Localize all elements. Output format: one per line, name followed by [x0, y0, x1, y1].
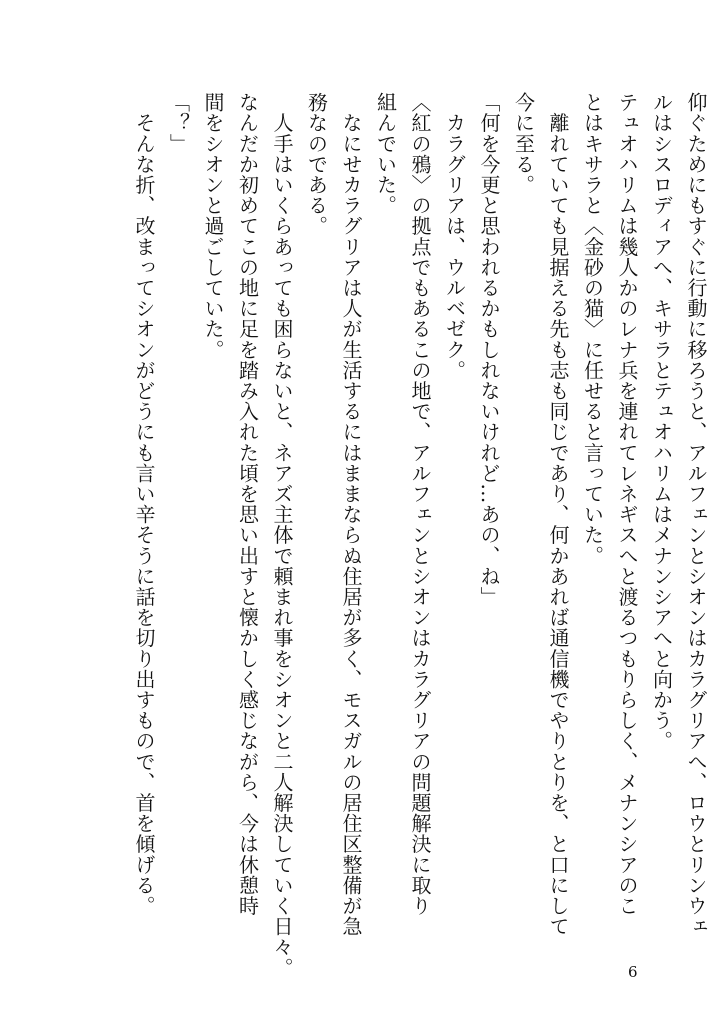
text-line: カラグリアは、ウルベゼク。	[442, 92, 467, 381]
text-line: なにせカラグリアは人が生活するにはままならぬ住居が多く、モスガルの居住区整備が急	[339, 92, 363, 937]
text-line: 務なのである。	[304, 92, 329, 237]
text-line: テュオハリムは幾人かのレナ兵を連れてレネギスへと渡るつもりらしく、メナンシアのこ	[615, 92, 639, 916]
text-line: 「？」	[166, 92, 191, 154]
text-line: 今に至る。	[511, 92, 536, 195]
vertical-text-body	[127, 92, 714, 978]
text-line: ルはシスロディアへ、キサラとテュオハリムはメナンシアへと向かう。	[649, 92, 674, 752]
text-line: なんだか初めてこの地に足を踏み入れた頃を思い出すと懐かしく感じながら、今は休憩時	[235, 92, 260, 916]
text-line: 〈紅の鴉〉の拠点でもあるこの地で、アルフェンとシオンはカラグリアの問題解決に取り	[408, 92, 432, 916]
text-line: 間をシオンと過ごしていた。	[201, 92, 225, 360]
text-line: 人手はいくらあっても困らないと、ネアズ主体で頼まれ事をシオンと二人解決していく日々。	[270, 92, 294, 978]
text-line: 仰ぐためにもすぐに行動に移ろうと、アルフェンとシオンはカラグリアへ、ロウとリンウェ	[684, 92, 708, 937]
text-line: 「何を今更と思われるかもしれないけれど…あの、ね」	[477, 92, 501, 607]
text-line: そんな折、改まってシオンがどうにも言い辛そうに話を切り出すもので、首を傾げる。	[132, 92, 156, 916]
text-line: 組んでいた。	[373, 92, 398, 216]
text-line: 離れていても見据える先も志も同じであり、何かあれば通信機でやりとりを、と口にして	[546, 92, 570, 937]
page-number: 6	[628, 963, 638, 981]
text-line: とはキサラと〈金砂の猫〉に任せると言っていた。	[580, 92, 605, 566]
